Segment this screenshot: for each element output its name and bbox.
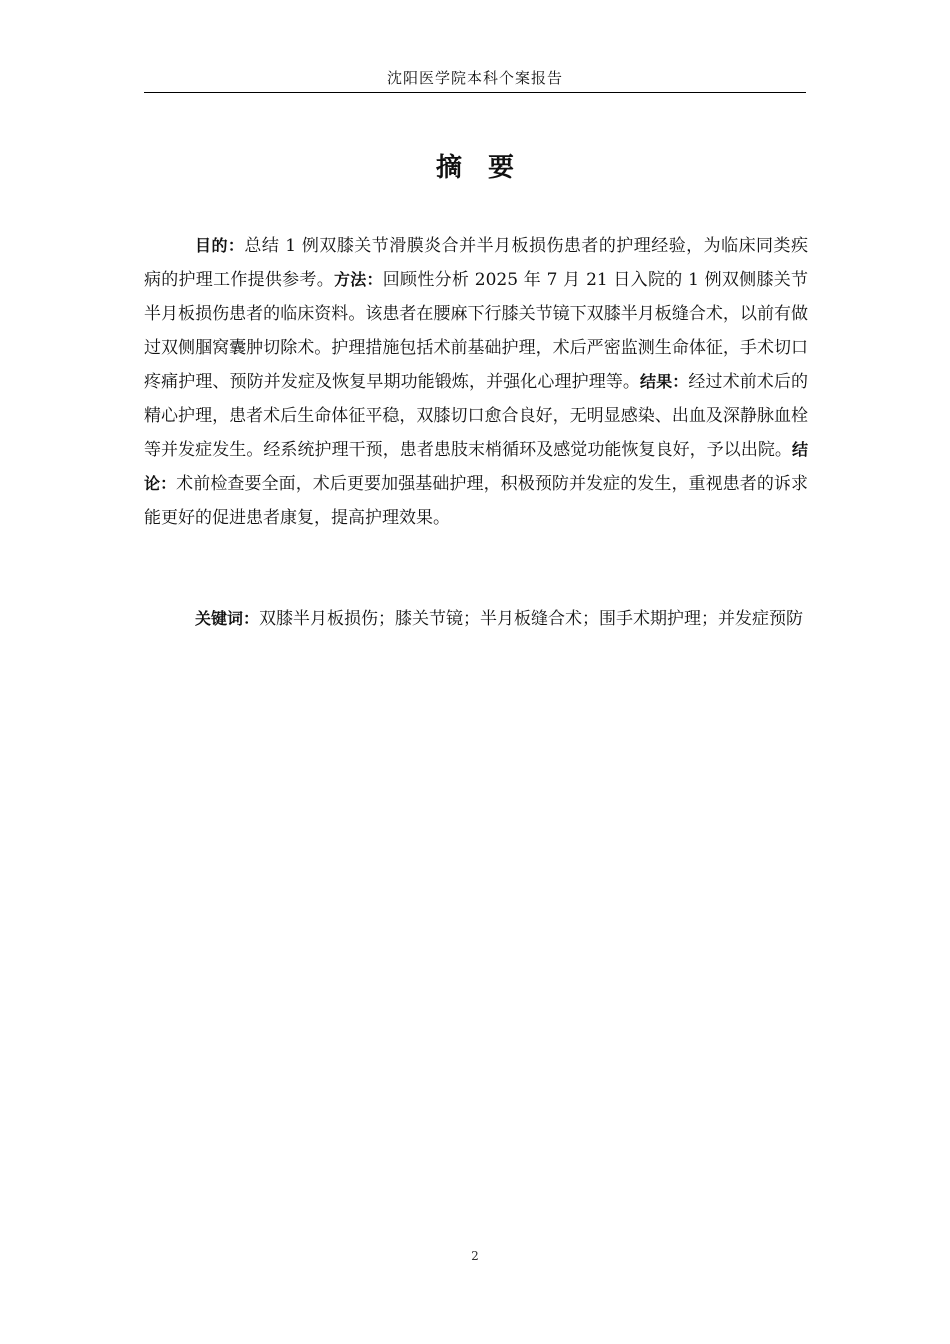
keywords (144, 602, 808, 636)
keywords-label: 关键词： (195, 609, 260, 628)
header-title: 沈阳医学院本科个案报告 (386, 69, 563, 87)
conclusion-text: 术前检查要全面，术后更要加强基础护理，积极预防并发症的发生，重视患者的诉求能更好的促进患者康复，提高护理效果。 (144, 474, 808, 528)
method-text: 回顾性分析 2025 年 7 月 21 日入院的 1 例双侧膝关节半月板损伤患者的临床资料。该患者在腰麻下行膝关节镜下双膝半月板缝合术，以前有做过双侧腘窝囊肿切除术。护理措施包括术前基础护理，术后严密监测生命体征，手术切口疼痛护理、预防并发症及恢复早期功能锻炼，并强化心理护理等。 (144, 270, 808, 392)
method-label: 方法： (333, 270, 383, 289)
abstract-body (144, 229, 808, 535)
abstract-title: 摘要 (435, 153, 540, 183)
objective-text: 总结 1 例双膝关节滑膜炎合并半月板损伤患者的护理经验，为临床同类疾病的护理工作提供参考。 (144, 236, 808, 290)
result-text: 经过术前术后的精心护理，患者术后生命体征平稳，双膝切口愈合良好，无明显感染、出血及深静脉血栓等并发症发生。经系统护理干预，患者患肢末梢循环及感觉功能恢复良好，予以出院。 (144, 372, 809, 460)
result-label: 结果： (640, 372, 689, 391)
keywords-text: 双膝半月板损伤；膝关节镜；半月板缝合术；围手术期护理；并发症预防 (259, 609, 804, 629)
conclusion-label: 结论： (144, 440, 808, 493)
objective-label: 目的： (195, 236, 245, 255)
page-number: 2 (471, 1249, 479, 1263)
page-header (144, 68, 806, 93)
